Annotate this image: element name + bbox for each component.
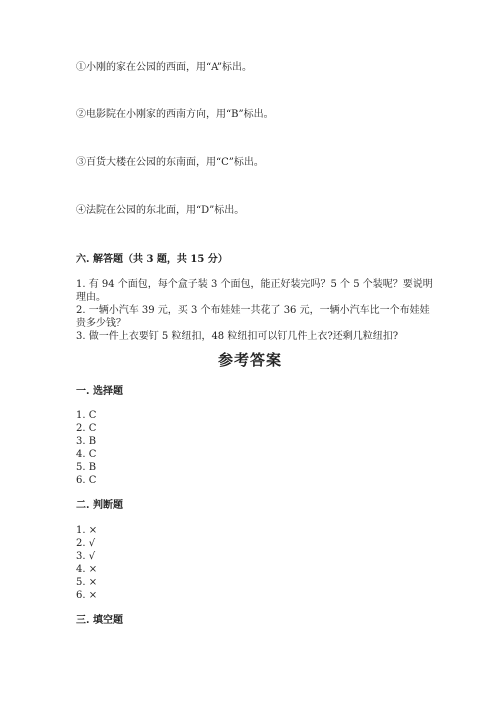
task-c: ③百货大楼在公园的东南面，用“C”标出。 — [76, 157, 264, 168]
question-1-line-2: 理由。 — [76, 292, 106, 303]
task-a: ①小刚的家在公园的西面，用“A”标出。 — [76, 62, 252, 73]
judge-answer: 5. × — [76, 577, 98, 588]
fill-heading: 三. 填空题 — [76, 615, 123, 626]
question-2-line-1: 2. 一辆小汽车 39 元，买 3 个布娃娃一共花了 36 元，一辆小汽车比一个布娃娃 — [76, 305, 430, 316]
question-2-line-2: 贵多少钱？ — [76, 318, 126, 329]
choice-answer: 1. C — [76, 410, 97, 421]
question-3: 3. 做一件上衣要钉 5 粒纽扣，48 粒纽扣可以钉几件上衣?还剩几粒纽扣? — [76, 331, 399, 342]
choice-answer: 4. C — [76, 449, 97, 460]
choice-answer: 3. B — [76, 436, 97, 447]
task-b: ②电影院在小刚家的西南方向，用“B”标出。 — [76, 109, 274, 120]
question-1-line-1: 1. 有 94 个面包，每个盒子装 3 个面包，能正好装完吗？5 个 5 个装呢？要说明 — [76, 279, 433, 290]
choice-answer: 2. C — [76, 423, 97, 434]
task-d: ④法院在公园的东北面，用“D”标出。 — [76, 205, 245, 216]
judge-answer: 1. × — [76, 525, 98, 536]
answers-title: 参考答案 — [217, 351, 282, 369]
choice-answer: 6. C — [76, 475, 97, 486]
judge-answer: 6. × — [76, 590, 98, 601]
choice-answer: 5. B — [76, 462, 97, 473]
choice-heading: 一. 选择题 — [76, 386, 123, 397]
section-heading-answer-questions: 六. 解答题（共 3 题，共 15 分） — [76, 254, 228, 265]
judge-heading: 二. 判断题 — [76, 500, 123, 511]
judge-answer: 3. √ — [76, 551, 96, 562]
judge-answer: 2. √ — [76, 538, 96, 549]
judge-answer: 4. × — [76, 564, 98, 575]
